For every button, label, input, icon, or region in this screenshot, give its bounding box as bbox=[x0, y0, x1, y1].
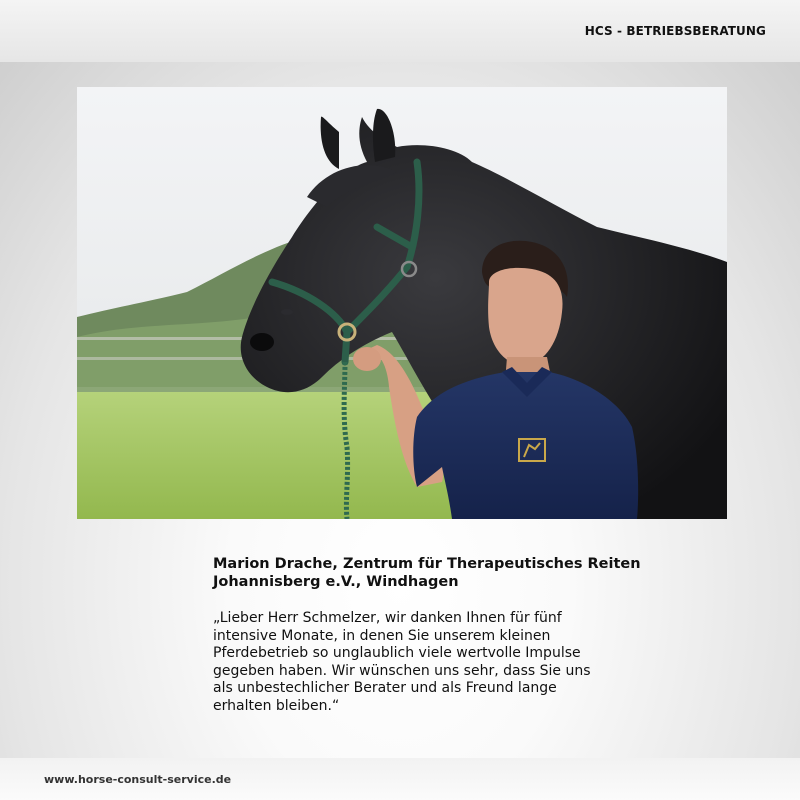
author-line-1: Marion Drache, Zentrum für Therapeutisches Reiten bbox=[213, 556, 641, 572]
quote-line: intensive Monate, in denen Sie unserem kleinen bbox=[213, 627, 551, 644]
testimonial-quote bbox=[213, 610, 618, 715]
author-line-2: Johannisberg e.V., Windhagen bbox=[213, 574, 459, 590]
brand-label: HCS - BETRIEBSBERATUNG bbox=[584, 24, 766, 38]
quote-line: gegeben haben. Wir wünschen uns sehr, dass Sie uns bbox=[213, 662, 591, 679]
testimonial-photo bbox=[77, 87, 727, 519]
quote-line: Pferdebetrieb so unglaublich viele wertvolle Impulse bbox=[213, 645, 581, 661]
testimonial-block bbox=[213, 555, 653, 715]
quote-line: als unbestechlicher Berater und als Freund lange bbox=[213, 680, 557, 696]
website-link[interactable]: www.horse-consult-service.de bbox=[44, 773, 232, 786]
horse-and-woman-photo bbox=[77, 87, 727, 519]
quote-line: „Lieber Herr Schmelzer, wir danken Ihnen für fünf bbox=[213, 610, 562, 626]
testimonial-author bbox=[213, 555, 653, 591]
quote-line: erhalten bleiben.“ bbox=[213, 697, 340, 714]
